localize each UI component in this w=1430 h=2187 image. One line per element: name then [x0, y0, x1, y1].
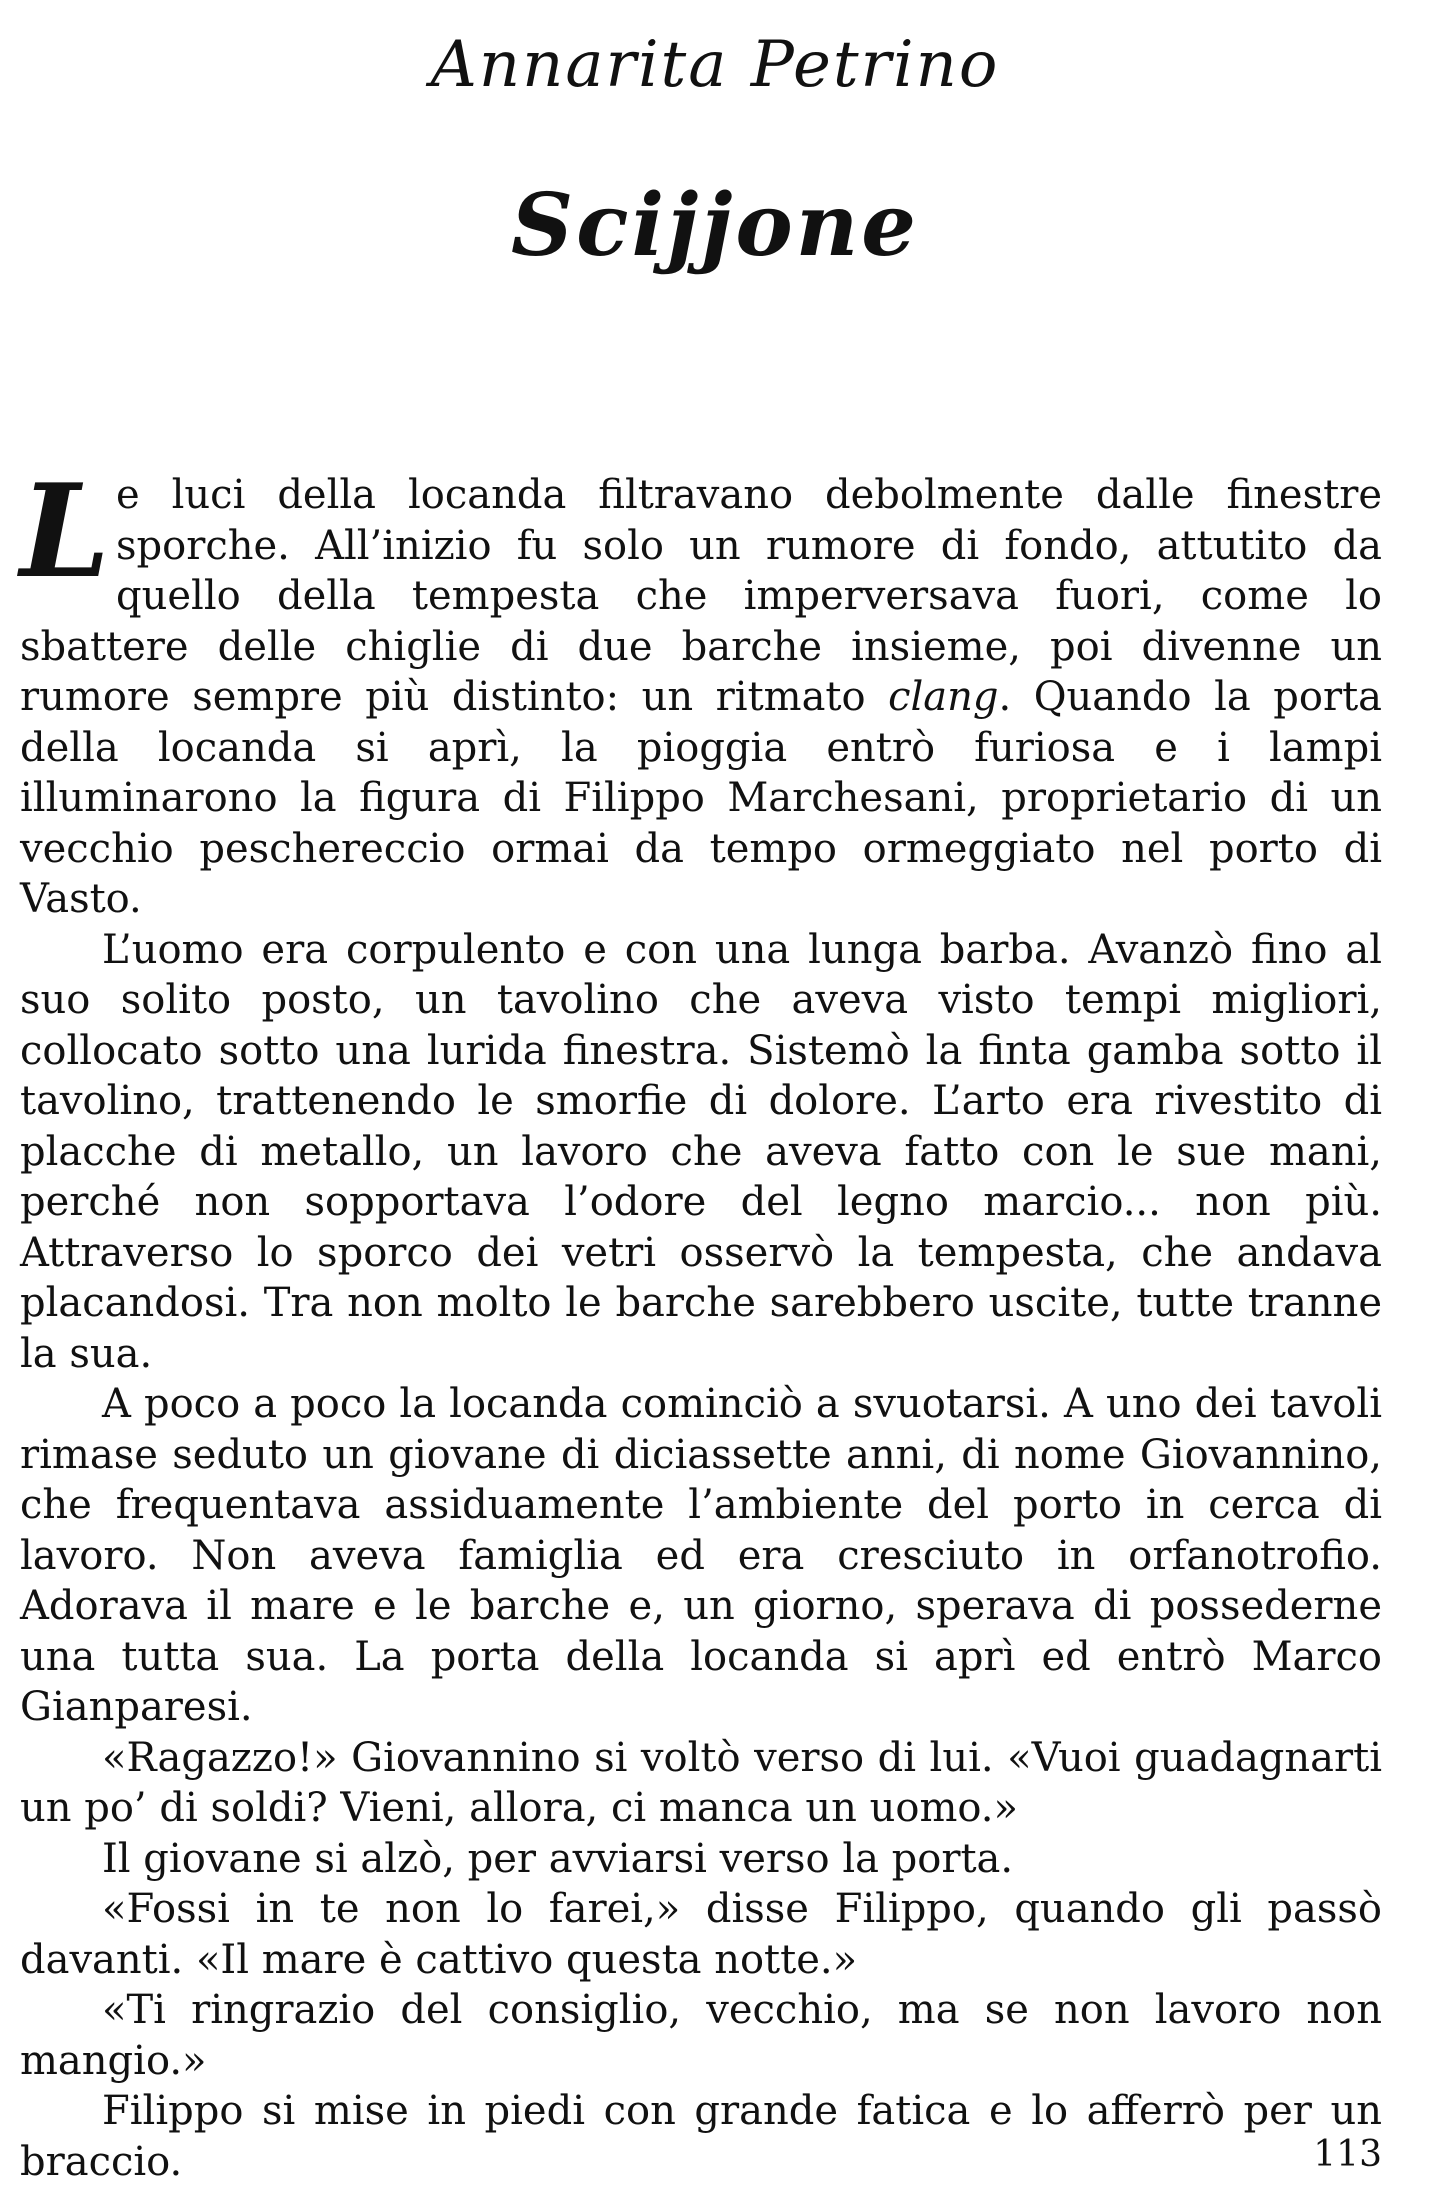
story-body [20, 457, 1382, 2187]
paragraph-1-emphasis: clang [888, 674, 999, 720]
paragraph-5: Il giovane si alzò, per avviarsi verso la porta. [102, 1835, 1014, 1882]
paragraph-4: «Ragazzo!» Giovannino si voltò verso di lui. «Vuoi guadagnarti un po’ di soldi? Vieni, allora, ci manca un uomo.» [20, 1734, 1382, 1831]
paragraph-2: L’uomo era corpulento e con una lunga barba. Avanzò fino al suo solito posto, un tavolino che aveva visto tempi migliori, collocato sotto una lurida finestra. Sistemò la finta gamba sotto il tavolino, trattenendo le smorfie di dolore. L’arto era rivestito di placche di metallo, un lavoro che aveva fatto con le sue mani, perché non sopportava l’odore del legno marcio... non più. Attraverso lo sporco dei vetri osservò la tempesta, che andava placandosi. Tra non molto le barche sarebbero uscite, tutte tranne la sua. [20, 926, 1382, 1377]
author-name: Annarita Petrino [430, 28, 1000, 102]
paragraph-7: «Ti ringrazio del consiglio, vecchio, ma se non lavoro non mangio.» [20, 1987, 1382, 2084]
page-number: 113 [1313, 2134, 1382, 2175]
story-title: Scijjone [511, 175, 919, 276]
paragraph-1-text-a: e luci della locanda filtravano debolmente dalle finestre sporche. All’inizio fu solo un rumore di fondo, attutito da quello della tempesta che imperversava fuori, come lo sbattere delle chiglie di due barche insieme, poi divenne un rumore sempre più distinto: un ritmato [20, 472, 1382, 720]
paragraph-6: «Fossi in te non lo farei,» disse Filippo, quando gli passò davanti. «Il mare è cattivo questa notte.» [20, 1886, 1382, 1983]
paragraph-1-text-b: . Quando la porta della locanda si aprì, la pioggia entrò furiosa e i lampi illuminarono la figura di Filippo Marchesani, proprietario di un vecchio peschereccio ormai da tempo ormeggiato nel porto di Vasto. [20, 674, 1382, 922]
paragraph-8: Filippo si mise in piedi con grande fatica e lo afferrò per un braccio. [20, 2088, 1382, 2185]
drop-cap: L [20, 457, 110, 607]
paragraph-3: A poco a poco la locanda cominciò a svuotarsi. A uno dei tavoli rimase seduto un giovane di diciassette anni, di nome Giovannino, che frequentava assiduamente l’ambiente del porto in cerca di lavoro. Non aveva famiglia ed era cresciuto in orfanotrofio. Adorava il mare e le barche e, un giorno, sperava di possederne una tutta sua. La porta della locanda si aprì ed entrò Marco Gianparesi. [20, 1381, 1382, 1730]
paragraph-1 [20, 457, 1382, 925]
